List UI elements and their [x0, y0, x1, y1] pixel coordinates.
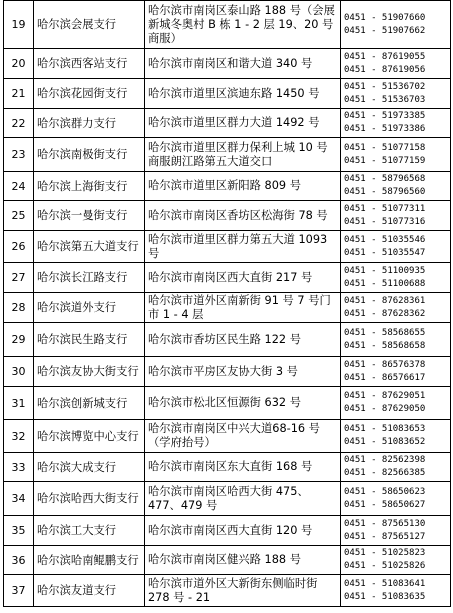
- row-number: 26: [4, 231, 34, 263]
- phone-1: 0451 - 51035546: [344, 234, 426, 245]
- branch-phones: [341, 172, 451, 201]
- branch-phones: [341, 387, 451, 420]
- branch-address: 哈尔滨市平房区友协大街 3 号: [145, 357, 341, 387]
- table-row: [4, 546, 451, 575]
- phone-2: 0451 - 51083652: [344, 437, 426, 447]
- branch-phones: [341, 1, 451, 49]
- row-number: 20: [4, 49, 34, 79]
- phone-2: 0451 - 51100688: [344, 278, 426, 289]
- branch-phones: [341, 482, 451, 516]
- branch-address: 哈尔滨市道外区大新街东侧临时街 278 号 - 21: [145, 575, 341, 607]
- branch-address: 哈尔滨市南岗区中兴大道68-16 号（学府抬号）: [145, 420, 341, 453]
- phone-1: 0451 - 87619055: [344, 51, 426, 62]
- phone-1: 0451 - 51907660: [344, 12, 426, 23]
- table-row: [4, 231, 451, 263]
- branch-name: 哈尔滨创新城支行: [34, 387, 145, 420]
- table-row: [4, 109, 451, 138]
- phone-2: 0451 - 87565127: [344, 531, 426, 542]
- branch-name: 哈尔滨哈西大街支行: [34, 482, 145, 516]
- branch-address: 哈尔滨市南岗区健兴路 188 号: [145, 546, 341, 575]
- branch-phones: [341, 201, 451, 231]
- phone-1: 0451 - 51077158: [344, 142, 426, 153]
- phone-2: 0451 - 51025826: [344, 561, 426, 571]
- branch-name: 哈尔滨长江路支行: [34, 263, 145, 293]
- phone-2: 0451 - 51973386: [344, 124, 426, 134]
- branch-name: 哈尔滨友协大街支行: [34, 357, 145, 387]
- row-number: 21: [4, 79, 34, 109]
- branch-name: 哈尔滨群力支行: [34, 109, 145, 138]
- branch-table-body: [4, 1, 451, 607]
- table-row: [4, 420, 451, 453]
- phone-2: 0451 - 51077159: [344, 155, 426, 166]
- table-row: [4, 323, 451, 357]
- branch-phones: [341, 323, 451, 357]
- branch-address: 哈尔滨市南岗区哈西大街 475、477、479 号: [145, 482, 341, 516]
- branch-name: 哈尔滨一曼街支行: [34, 201, 145, 231]
- branch-phones: [341, 453, 451, 482]
- table-row: [4, 482, 451, 516]
- branch-name: 哈尔滨大成支行: [34, 453, 145, 482]
- phone-2: 0451 - 51907662: [344, 25, 426, 36]
- row-number: 23: [4, 138, 34, 172]
- row-number: 24: [4, 172, 34, 201]
- table-row: [4, 172, 451, 201]
- table-row: [4, 516, 451, 546]
- phone-1: 0451 - 51083653: [344, 424, 426, 434]
- phone-2: 0451 - 51083635: [344, 591, 426, 602]
- row-number: 28: [4, 293, 34, 323]
- phone-1: 0451 - 51025823: [344, 548, 426, 558]
- branch-address: 哈尔滨市道里区群力第五大道 1093 号: [145, 231, 341, 263]
- phone-1: 0451 - 87565130: [344, 518, 426, 529]
- branch-name: 哈尔滨南极街支行: [34, 138, 145, 172]
- row-number: 35: [4, 516, 34, 546]
- phone-1: 0451 - 87629051: [344, 391, 426, 401]
- phone-2: 0451 - 82566385: [344, 468, 426, 478]
- phone-1: 0451 - 51100935: [344, 265, 426, 276]
- row-number: 36: [4, 546, 34, 575]
- table-row: [4, 387, 451, 420]
- branch-address: 哈尔滨市南岗区香坊区松海街 78 号: [145, 201, 341, 231]
- row-number: 25: [4, 201, 34, 231]
- branch-phones: [341, 79, 451, 109]
- table-row: [4, 357, 451, 387]
- table-row: [4, 79, 451, 109]
- branch-name: 哈尔滨会展支行: [34, 1, 145, 49]
- phone-1: 0451 - 86576378: [344, 359, 426, 370]
- phone-2: 0451 - 58796560: [344, 187, 426, 197]
- branch-phones: [341, 357, 451, 387]
- branch-address: 哈尔滨市香坊区民生路 122 号: [145, 323, 341, 357]
- phone-2: 0451 - 58568658: [344, 340, 426, 351]
- phone-1: 0451 - 51083641: [344, 578, 426, 589]
- branch-phones: [341, 263, 451, 293]
- table-row: [4, 453, 451, 482]
- phone-2: 0451 - 87628362: [344, 308, 426, 319]
- phone-2: 0451 - 87629050: [344, 404, 426, 414]
- branch-address: 哈尔滨市南岗区西大直街 217 号: [145, 263, 341, 293]
- table-row: [4, 138, 451, 172]
- branch-phones: [341, 49, 451, 79]
- branch-phones: [341, 516, 451, 546]
- branch-phones: [341, 293, 451, 323]
- row-number: 29: [4, 323, 34, 357]
- branch-name: 哈尔滨西客站支行: [34, 49, 145, 79]
- branch-name: 哈尔滨道外支行: [34, 293, 145, 323]
- branch-address: 哈尔滨市道里区群力保利上城 10 号商服朗江路第五大道交口: [145, 138, 341, 172]
- branch-table: [3, 0, 451, 607]
- branch-phones: [341, 109, 451, 138]
- branch-address: 哈尔滨市道里区滨迪东路 1450 号: [145, 79, 341, 109]
- phone-1: 0451 - 51536702: [344, 81, 426, 92]
- branch-phones: [341, 546, 451, 575]
- branch-name: 哈尔滨工大支行: [34, 516, 145, 546]
- phone-1: 0451 - 58650623: [344, 486, 426, 497]
- table-row: [4, 575, 451, 607]
- row-number: 27: [4, 263, 34, 293]
- phone-2: 0451 - 87619056: [344, 64, 426, 75]
- phone-1: 0451 - 58568655: [344, 327, 426, 338]
- branch-address: 哈尔滨市南岗区和谐大道 340 号: [145, 49, 341, 79]
- branch-address: 哈尔滨市南岗区西大直街 120 号: [145, 516, 341, 546]
- row-number: 31: [4, 387, 34, 420]
- phone-2: 0451 - 51536703: [344, 94, 426, 105]
- phone-2: 0451 - 86576617: [344, 372, 426, 383]
- branch-phones: [341, 138, 451, 172]
- row-number: 22: [4, 109, 34, 138]
- row-number: 37: [4, 575, 34, 607]
- branch-phones: [341, 420, 451, 453]
- branch-name: 哈尔滨第五大道支行: [34, 231, 145, 263]
- row-number: 34: [4, 482, 34, 516]
- table-row: [4, 49, 451, 79]
- branch-address: 哈尔滨市南岗区东大直街 168 号: [145, 453, 341, 482]
- branch-address: 哈尔滨市道外区南新街 91 号 7 号门市 1 - 4 层: [145, 293, 341, 323]
- phone-1: 0451 - 82562398: [344, 455, 426, 465]
- branch-phones: [341, 231, 451, 263]
- branch-name: 哈尔滨花园街支行: [34, 79, 145, 109]
- row-number: 19: [4, 1, 34, 49]
- branch-name: 哈尔滨友道支行: [34, 575, 145, 607]
- branch-address: 哈尔滨市南岗区泰山路 188 号（会展新城冬奥村 B 栋 1 - 2 层 19、20 号商服）: [145, 1, 341, 49]
- phone-2: 0451 - 51035547: [344, 247, 426, 258]
- table-row: [4, 263, 451, 293]
- row-number: 33: [4, 453, 34, 482]
- phone-1: 0451 - 87628361: [344, 295, 426, 306]
- branch-name: 哈尔滨上海街支行: [34, 172, 145, 201]
- branch-phones: [341, 575, 451, 607]
- phone-1: 0451 - 58796568: [344, 174, 426, 184]
- phone-1: 0451 - 51077311: [344, 203, 426, 214]
- branch-address: 哈尔滨市道里区新阳路 809 号: [145, 172, 341, 201]
- branch-address: 哈尔滨市松北区恒源街 632 号: [145, 387, 341, 420]
- row-number: 32: [4, 420, 34, 453]
- table-row: [4, 293, 451, 323]
- phone-2: 0451 - 58650627: [344, 499, 426, 510]
- branch-name: 哈尔滨哈南鲲鹏支行: [34, 546, 145, 575]
- branch-name: 哈尔滨博览中心支行: [34, 420, 145, 453]
- branch-address: 哈尔滨市道里区群力大道 1492 号: [145, 109, 341, 138]
- branch-name: 哈尔滨民生路支行: [34, 323, 145, 357]
- phone-2: 0451 - 51077316: [344, 216, 426, 227]
- table-row: [4, 201, 451, 231]
- table-row: [4, 1, 451, 49]
- phone-1: 0451 - 51973385: [344, 111, 426, 121]
- row-number: 30: [4, 357, 34, 387]
